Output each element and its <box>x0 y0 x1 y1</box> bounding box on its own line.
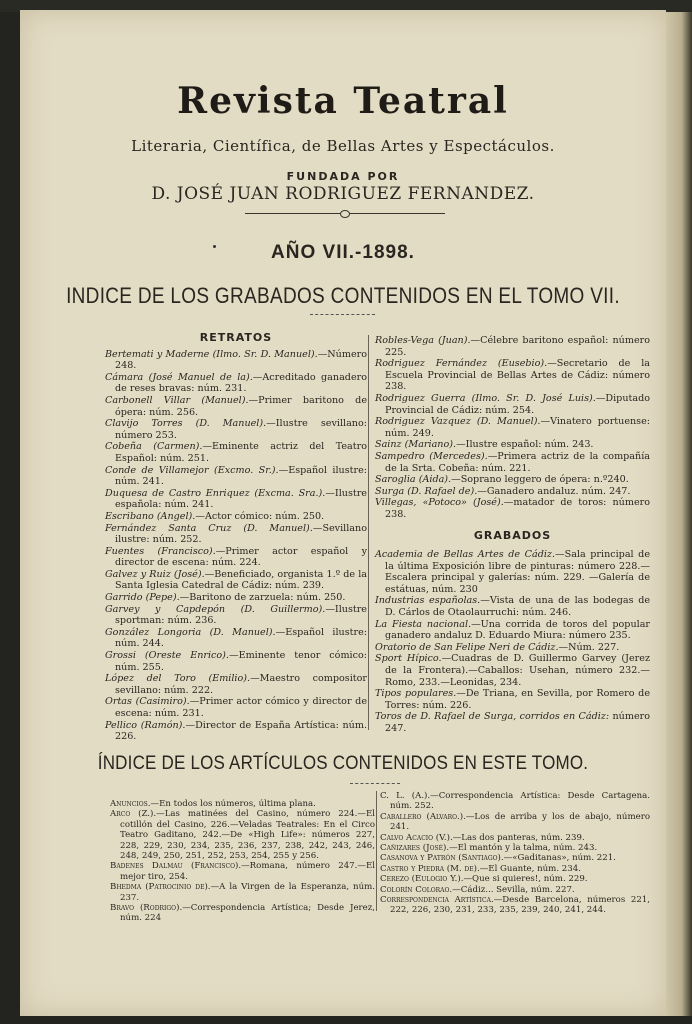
entry-text: —Una corrida de toros del popular ganadero andaluz D. Eduardo Miura: número 235. <box>385 618 650 642</box>
entry-name: Escribano (Angel). <box>105 510 196 522</box>
index-entry <box>380 853 650 863</box>
index-entry <box>375 595 650 618</box>
entry-text: —Núm. 227. <box>558 641 620 653</box>
entry-text: —«Gaditanas», núm. 221. <box>503 853 616 864</box>
entry-name: González Longoria (D. Manuel). <box>105 626 276 638</box>
entry-text: —Soprano leggero de ópera: n.º240. <box>451 474 629 486</box>
entry-text: —Ganadero andaluz. núm. 247. <box>477 485 631 497</box>
entry-name: Cañizares (José). <box>380 843 450 854</box>
entry-text: —matador de toros: número 238. <box>385 497 650 520</box>
index-entry <box>105 627 367 650</box>
document-page <box>20 10 666 1016</box>
index-entry <box>375 358 650 393</box>
entry-text: —Ilustre española: núm. 241. <box>115 487 367 511</box>
index-entry <box>375 451 650 474</box>
entry-name: Duquesa de Castro Enriquez (Excma. Sra.). <box>105 487 326 499</box>
entry-name: Colorín Colorao. <box>380 884 453 895</box>
engravings-index-title: INDICE DE LOS GRABADOS CONTENIDOS EN EL TOMO VII. <box>66 284 620 309</box>
entry-name: Robles-Vega (Juan). <box>375 335 471 346</box>
index-entry <box>380 874 650 884</box>
entry-name: Correspondencia Artística. <box>380 895 494 906</box>
entry-name: Caballero (Alvaro.). <box>380 811 466 822</box>
entry-name: Casanova y Patrón (Santiago). <box>380 853 504 864</box>
volume-year: AÑO VII.-1898. <box>271 242 415 263</box>
index-entry <box>110 799 375 809</box>
index-entry <box>105 372 367 395</box>
entry-text: —Primer actor español y director de escena: núm. 224. <box>115 545 367 569</box>
index-entry <box>375 549 650 595</box>
grabados-heading: GRABADOS <box>473 528 552 542</box>
entry-name: Castro y Piedra (M. de). <box>380 863 480 874</box>
index-entry <box>105 395 367 418</box>
index-entry <box>375 619 650 642</box>
entry-name: Bravo (Rodrigo). <box>110 903 183 914</box>
index-entry <box>105 349 367 372</box>
entry-text: —Que si quieres!, núm. 229. <box>463 874 588 885</box>
entry-text: —Maestro compositor sevillano: núm. 222. <box>115 673 367 696</box>
index-entry <box>105 511 367 523</box>
entry-text: —Diputado Provincial de Cádiz: núm. 254. <box>385 392 650 416</box>
entry-text: —Ilustre sevillano: número 253. <box>115 418 367 441</box>
articles-column-divider <box>376 791 377 911</box>
entry-name: Sampedro (Mercedes). <box>375 450 488 462</box>
entry-name: Pellico (Ramón). <box>105 719 186 731</box>
entry-name: Clavijo Torres (D. Manuel). <box>105 418 267 430</box>
entry-text: —Español ilustre: núm. 241. <box>115 464 367 488</box>
entry-name: Ortas (Casimiro). <box>105 696 190 708</box>
entry-name: López del Toro (Emilio). <box>105 673 251 685</box>
entry-name: Badenes Dalmau (Francisco). <box>110 861 242 872</box>
entry-text: —Célebre baritono español: número 225. <box>385 335 650 358</box>
entry-text: —Vinatero portuense: núm. 249. <box>385 416 651 439</box>
index-entry <box>375 474 650 486</box>
entry-name: Cerezo (Eulogio Y.). <box>380 874 464 885</box>
index-entry <box>105 650 367 673</box>
grabados-list <box>375 549 650 735</box>
index-entry <box>110 809 375 861</box>
index-entry <box>105 696 367 719</box>
index-entry <box>105 673 367 696</box>
retratos-heading: RETRATOS <box>199 331 273 344</box>
index-entry <box>375 393 650 416</box>
entry-name: Sainz (Mariano). <box>375 439 457 451</box>
index-entry <box>105 569 367 592</box>
entry-name: Academia de Bellas Artes de Cádiz. <box>375 549 556 561</box>
section-rule <box>310 314 375 315</box>
entry-name: Oratorio de San Felipe Neri de Cádiz. <box>375 641 559 653</box>
index-entry <box>375 486 650 498</box>
book-spine <box>666 12 692 1016</box>
entry-text: —Primer actor cómico y director de escena: núm. 231. <box>115 696 367 719</box>
index-entry <box>375 335 650 358</box>
entry-name: Rodriguez Guerra (Ilmo. Sr. D. José Luis). <box>375 392 596 404</box>
entry-name: Fuentes (Francisco). <box>105 545 216 557</box>
entry-name: Rodriguez Vazquez (D. Manuel). <box>375 416 541 428</box>
entry-name: Arco (Z.). <box>110 809 157 820</box>
entry-text: —Beneficiado, organista 1.º de la Santa Iglesia Catedral de Cádiz: núm. 239. <box>115 568 367 592</box>
entry-text: —El Guante, núm. 234. <box>479 863 581 874</box>
index-entry <box>380 833 650 843</box>
index-entry <box>105 418 367 441</box>
entry-name: La Fiesta nacional. <box>375 618 472 630</box>
entry-text: —Romana, número 247.—El mejor tiro, 254. <box>120 861 375 882</box>
entry-text: —Secretario de la Escuela Provincial de Bellas Artes de Cádiz: número 238. <box>385 358 650 393</box>
entry-text: —Correspondencia Artística; Desde Jerez, núm. 224 <box>120 903 376 924</box>
entry-name: Saroglia (Aida). <box>375 474 452 486</box>
founder-name: D. JOSÉ JUAN RODRIGUEZ FERNANDEZ. <box>151 184 535 204</box>
entry-text: —En todos los números, última plana. <box>150 799 316 809</box>
ornamental-rule <box>245 213 445 214</box>
entry-text: —El mantón y la talma, núm. 243. <box>449 843 598 854</box>
entry-name: Calvo Acacio (V.). <box>380 832 453 843</box>
entry-text: —De Triana, en Sevilla, por Romero de Torres: núm. 226. <box>385 688 650 711</box>
entry-text: —Baritono de zarzuela: núm. 250. <box>179 592 346 604</box>
entry-text: —Eminente actriz del Teatro Español: núm. 251. <box>115 441 367 464</box>
index-entry <box>380 885 650 895</box>
entry-name: Conde de Villamejor (Excmo. Sr.). <box>105 464 279 476</box>
entry-name: Bertemati y Maderne (Ilmo. Sr. D. Manuel). <box>105 348 318 360</box>
entry-text: —Español ilustre: núm. 244. <box>115 626 368 650</box>
entry-name: Garvey y Capdepón (D. Guillermo). <box>105 603 326 615</box>
retratos-list <box>105 349 367 743</box>
magazine-title: Revista Teatral <box>177 80 509 122</box>
entry-text: —Número 248. <box>115 348 367 372</box>
founded-label: FUNDADA POR <box>286 170 400 183</box>
retratos-column <box>105 332 367 743</box>
articles-left-column <box>110 799 375 924</box>
index-entry <box>375 711 650 734</box>
index-entry <box>380 812 650 833</box>
entry-text: —Vista de una de las bodegas de D. Cárlos de Otaolaurruchi: núm. 246. <box>385 595 651 619</box>
entry-text: —Cuadras de D. Guillermo Garvey (Jerez de la Frontera).—Caballos: Usehan, número 232.—Romo, 233.—Leonidas, 234. <box>385 653 650 688</box>
entry-text: —Acreditado ganadero de reses bravas: núm. 231. <box>115 371 367 395</box>
index-entry <box>105 720 367 743</box>
entry-name: Grossi (Oreste Enrico). <box>105 650 229 662</box>
entry-text: —Las matinées del Casino, número 224.—El cotillón del Casino, 226.—Veladas Teatrales: En el Circo Teatro Gaditano, 242.—De «High Life»: números 227, 228, 229, 230, 234, 235, 236, 237, 238, 242, 243, 246, 248, 249, 250, 251, 252, 253, 254, 255 y 256. <box>120 809 375 862</box>
entry-name: Surga (D. Rafael de). <box>375 485 478 497</box>
entry-text: —Eminente tenor cómico: núm. 255. <box>115 650 367 673</box>
entry-text: —Actor cómico: núm. 250. <box>195 510 325 522</box>
entry-name: Fernández Santa Cruz (D. Manuel). <box>105 522 313 534</box>
articles-right-list <box>380 791 650 916</box>
index-entry <box>380 791 650 812</box>
articles-index-title: ÍNDICE DE LOS ARTÍCULOS CONTENIDOS EN ESTE TOMO. <box>97 751 589 774</box>
entry-name: Cobeña (Carmen). <box>105 441 203 453</box>
entry-name: Garrido (Pepe). <box>105 592 180 604</box>
index-entry <box>110 861 375 882</box>
index-entry <box>375 653 650 688</box>
index-entry <box>110 882 375 903</box>
entry-text: —Cádiz... Sevilla, núm. 227. <box>452 884 575 895</box>
articles-right-column <box>380 791 650 916</box>
entry-text: —Las dos panteras, núm. 239. <box>452 832 585 843</box>
entry-text: —Ilustre español: núm. 243. <box>456 439 594 451</box>
index-entry <box>375 642 650 654</box>
right-column <box>375 335 650 735</box>
entry-name: Villegas, «Potoco» (José). <box>375 497 504 509</box>
index-entry <box>105 441 367 464</box>
index-entry <box>375 688 650 711</box>
entry-name: Anuncios. <box>110 799 151 809</box>
entry-name: Industrias españolas. <box>375 595 481 607</box>
entry-text: —Director de España Artística: núm. 226. <box>115 719 367 743</box>
index-entry <box>110 903 375 924</box>
articles-rule <box>350 783 400 784</box>
index-entry <box>375 439 650 451</box>
entry-text: —A la Virgen de la Esperanza, núm. 237. <box>120 882 375 903</box>
index-entry <box>105 592 367 604</box>
index-entry <box>105 488 367 511</box>
entry-text: —Los de arriba y los de abajo, número 241. <box>390 811 650 833</box>
entry-text: —Primer baritono de ópera: núm. 256. <box>115 394 367 418</box>
entry-name: Toros de D. Rafael de Surga, corridos en Cádiz: <box>375 711 610 723</box>
entry-text: —Sevillano ilustre: núm. 252. <box>115 522 367 546</box>
entry-text: —Ilustre sportman: núm. 236. <box>115 603 367 627</box>
entry-name: Bhedma (Patrocinio de). <box>110 882 211 893</box>
index-entry <box>105 546 367 569</box>
column-divider <box>368 335 369 730</box>
entry-name: Sport Hípico. <box>375 653 442 665</box>
index-entry <box>375 497 650 520</box>
index-entry <box>105 604 367 627</box>
index-entry <box>380 843 650 853</box>
entry-text: —Desde Barcelona, números 221, 222, 226, 230, 231, 233, 235, 239, 240, 241, 244. <box>390 895 650 916</box>
index-entry <box>375 416 650 439</box>
index-entry <box>380 864 650 874</box>
entry-name: Rodriguez Fernández (Eusebio). <box>375 358 548 370</box>
entry-name: Galvez y Ruiz (José). <box>105 568 205 580</box>
entry-name: Carbonell Villar (Manuel). <box>105 394 249 406</box>
entry-text: —Sala principal de la última Exposición libre de pinturas: número 228.—Escalera principal y galerías: núm. 229. —Galería de estátuas, núm. 230 <box>385 549 650 595</box>
index-entry <box>380 895 650 916</box>
entry-name: C. L. (A.). <box>380 791 431 801</box>
magazine-subtitle: Literaria, Científica, de Bellas Artes y Espectáculos. <box>131 137 555 155</box>
entry-name: Tipos populares. <box>375 688 457 700</box>
index-entry <box>105 465 367 488</box>
index-entry <box>105 523 367 546</box>
entry-text: —Correspondencia Artística: Desde Cartagena. núm. 252. <box>390 791 650 812</box>
entry-text: —Primera actriz de la compañía de la Srta. Cobeña: núm. 221. <box>385 450 650 474</box>
articles-left-list <box>110 799 375 924</box>
entry-name: Cámara (José Manuel de la). <box>105 371 253 383</box>
retratos-continued-list <box>375 335 650 521</box>
entry-text: número 247. <box>385 711 650 734</box>
